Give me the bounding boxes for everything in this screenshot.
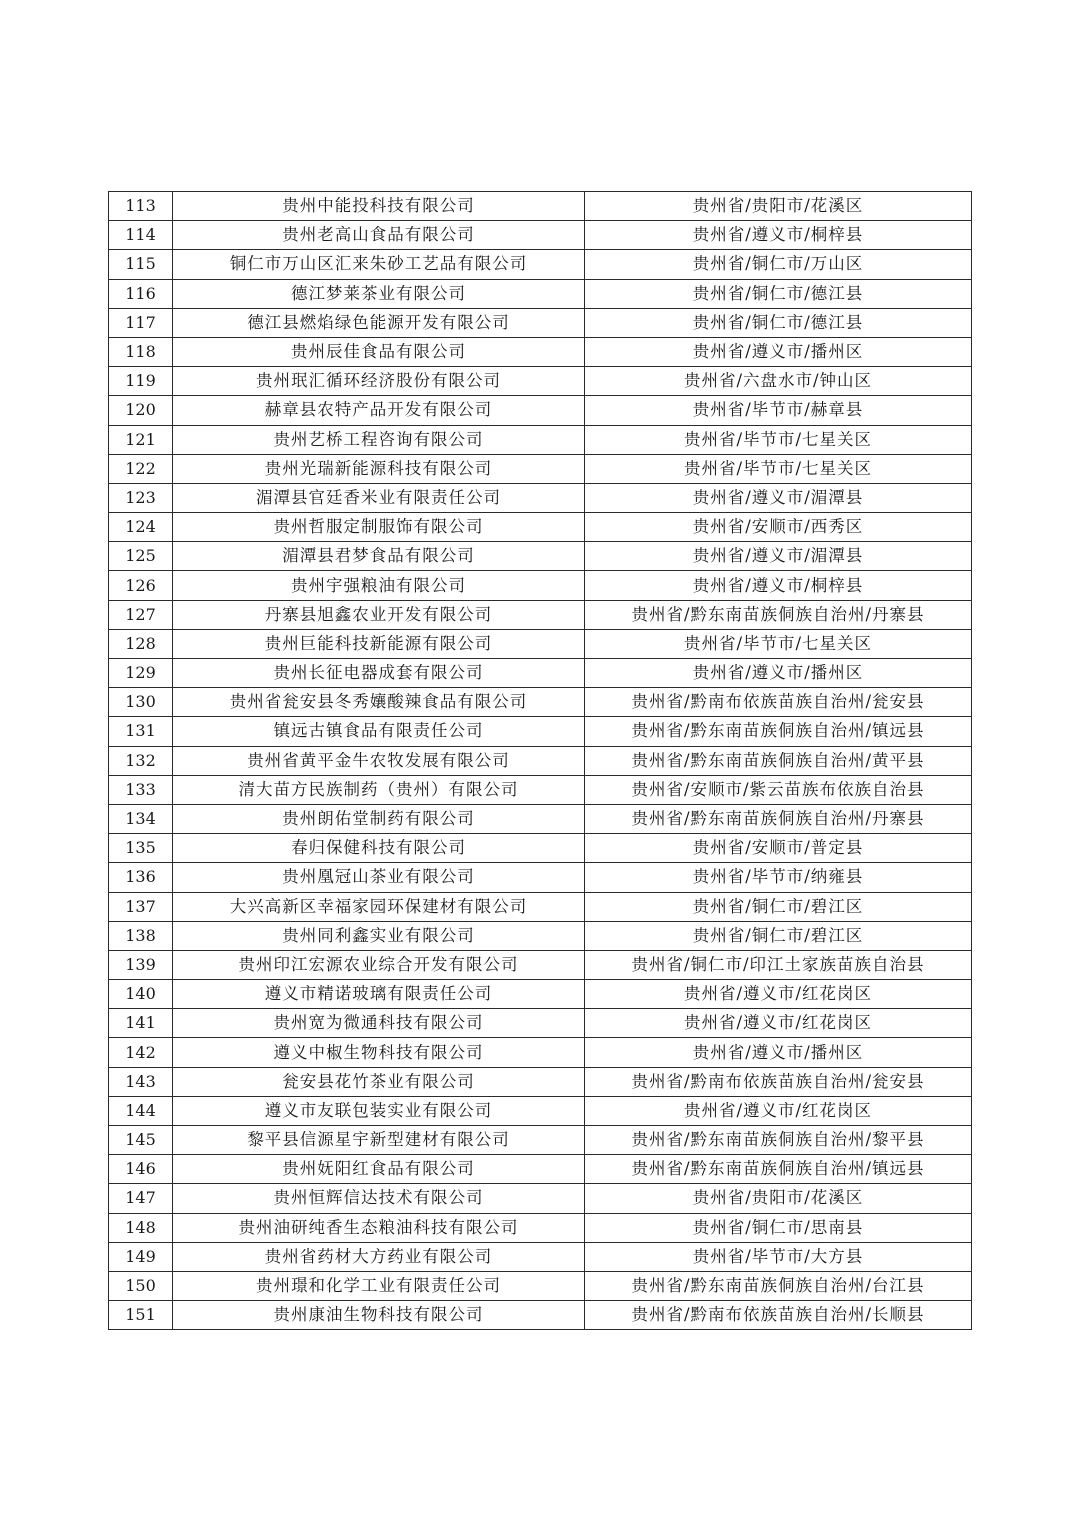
- company-location: 贵州省/黔东南苗族侗族自治州/镇远县: [585, 717, 972, 746]
- company-location: 贵州省/铜仁市/德江县: [585, 308, 972, 337]
- table-row: [109, 571, 972, 600]
- company-location: 贵州省/安顺市/西秀区: [585, 513, 972, 542]
- company-name: 贵州油研纯香生态粮油科技有限公司: [173, 1213, 585, 1242]
- row-number: 114: [109, 221, 173, 250]
- row-number: 138: [109, 921, 173, 950]
- company-location: 贵州省/铜仁市/碧江区: [585, 892, 972, 921]
- company-name: 贵州省药材大方药业有限公司: [173, 1242, 585, 1271]
- row-number: 124: [109, 513, 173, 542]
- row-number: 113: [109, 192, 173, 221]
- company-table: [108, 191, 972, 1330]
- company-location: 贵州省/毕节市/七星关区: [585, 629, 972, 658]
- table-row: [109, 1067, 972, 1096]
- company-location: 贵州省/黔东南苗族侗族自治州/台江县: [585, 1271, 972, 1300]
- table-row: [109, 1155, 972, 1184]
- table-row: [109, 892, 972, 921]
- table-row: [109, 396, 972, 425]
- company-name: 贵州辰佳食品有限公司: [173, 337, 585, 366]
- company-location: 贵州省/黔南布依族苗族自治州/长顺县: [585, 1301, 972, 1330]
- company-location: 贵州省/铜仁市/万山区: [585, 250, 972, 279]
- company-location: 贵州省/铜仁市/思南县: [585, 1213, 972, 1242]
- row-number: 115: [109, 250, 173, 279]
- table-row: [109, 950, 972, 979]
- company-name: 德江县燃焰绿色能源开发有限公司: [173, 308, 585, 337]
- table-row: [109, 834, 972, 863]
- company-name: 贵州老高山食品有限公司: [173, 221, 585, 250]
- row-number: 121: [109, 425, 173, 454]
- table-row: [109, 1242, 972, 1271]
- company-location: 贵州省/毕节市/七星关区: [585, 425, 972, 454]
- row-number: 141: [109, 1009, 173, 1038]
- company-name: 湄潭县君梦食品有限公司: [173, 542, 585, 571]
- company-name: 贵州康油生物科技有限公司: [173, 1301, 585, 1330]
- company-location: 贵州省/遵义市/红花岗区: [585, 1009, 972, 1038]
- company-name: 贵州长征电器成套有限公司: [173, 659, 585, 688]
- table-row: [109, 1301, 972, 1330]
- table-row: [109, 980, 972, 1009]
- row-number: 130: [109, 688, 173, 717]
- company-name: 贵州中能投科技有限公司: [173, 192, 585, 221]
- row-number: 140: [109, 980, 173, 1009]
- company-location: 贵州省/安顺市/紫云苗族布依族自治县: [585, 775, 972, 804]
- company-name: 贵州宽为微通科技有限公司: [173, 1009, 585, 1038]
- table-row: [109, 629, 972, 658]
- row-number: 126: [109, 571, 173, 600]
- company-name: 贵州珉汇循环经济股份有限公司: [173, 367, 585, 396]
- row-number: 125: [109, 542, 173, 571]
- company-location: 贵州省/黔东南苗族侗族自治州/丹寨县: [585, 804, 972, 833]
- table-row: [109, 1271, 972, 1300]
- company-name: 湄潭县官廷香米业有限责任公司: [173, 483, 585, 512]
- table-row: [109, 1096, 972, 1125]
- company-name: 遵义市友联包装实业有限公司: [173, 1096, 585, 1125]
- table-row: [109, 279, 972, 308]
- row-number: 137: [109, 892, 173, 921]
- company-location: 贵州省/铜仁市/德江县: [585, 279, 972, 308]
- row-number: 144: [109, 1096, 173, 1125]
- table-row: [109, 308, 972, 337]
- row-number: 132: [109, 746, 173, 775]
- row-number: 119: [109, 367, 173, 396]
- company-name: 贵州巨能科技新能源有限公司: [173, 629, 585, 658]
- row-number: 151: [109, 1301, 173, 1330]
- company-name: 贵州璟和化学工业有限责任公司: [173, 1271, 585, 1300]
- company-location: 贵州省/黔东南苗族侗族自治州/镇远县: [585, 1155, 972, 1184]
- company-name: 镇远古镇食品有限责任公司: [173, 717, 585, 746]
- company-location: 贵州省/遵义市/播州区: [585, 1038, 972, 1067]
- row-number: 134: [109, 804, 173, 833]
- row-number: 118: [109, 337, 173, 366]
- company-name: 黎平县信源星宇新型建材有限公司: [173, 1126, 585, 1155]
- table-row: [109, 600, 972, 629]
- company-name: 贵州凰冠山茶业有限公司: [173, 863, 585, 892]
- company-name: 贵州妩阳红食品有限公司: [173, 1155, 585, 1184]
- company-location: 贵州省/遵义市/湄潭县: [585, 542, 972, 571]
- company-location: 贵州省/毕节市/大方县: [585, 1242, 972, 1271]
- company-location: 贵州省/黔东南苗族侗族自治州/黄平县: [585, 746, 972, 775]
- company-location: 贵州省/遵义市/播州区: [585, 337, 972, 366]
- company-name: 贵州省瓮安县冬秀孃酸辣食品有限公司: [173, 688, 585, 717]
- row-number: 142: [109, 1038, 173, 1067]
- company-name: 赫章县农特产品开发有限公司: [173, 396, 585, 425]
- company-name: 遵义中椒生物科技有限公司: [173, 1038, 585, 1067]
- row-number: 133: [109, 775, 173, 804]
- company-name: 贵州宇强粮油有限公司: [173, 571, 585, 600]
- company-location: 贵州省/遵义市/桐梓县: [585, 221, 972, 250]
- table-row: [109, 1184, 972, 1213]
- company-name: 铜仁市万山区汇来朱砂工艺品有限公司: [173, 250, 585, 279]
- table-row: [109, 746, 972, 775]
- table-row: [109, 337, 972, 366]
- company-location: 贵州省/遵义市/播州区: [585, 659, 972, 688]
- company-name: 贵州哲服定制服饰有限公司: [173, 513, 585, 542]
- company-location: 贵州省/铜仁市/印江土家族苗族自治县: [585, 950, 972, 979]
- company-name: 德江梦莱茶业有限公司: [173, 279, 585, 308]
- row-number: 135: [109, 834, 173, 863]
- company-location: 贵州省/遵义市/桐梓县: [585, 571, 972, 600]
- company-location: 贵州省/遵义市/湄潭县: [585, 483, 972, 512]
- table-row: [109, 454, 972, 483]
- row-number: 145: [109, 1126, 173, 1155]
- row-number: 117: [109, 308, 173, 337]
- company-location: 贵州省/铜仁市/碧江区: [585, 921, 972, 950]
- row-number: 116: [109, 279, 173, 308]
- table-row: [109, 688, 972, 717]
- company-name: 丹寨县旭鑫农业开发有限公司: [173, 600, 585, 629]
- company-location: 贵州省/黔南布依族苗族自治州/瓮安县: [585, 1067, 972, 1096]
- company-name: 贵州艺桥工程咨询有限公司: [173, 425, 585, 454]
- table-row: [109, 863, 972, 892]
- row-number: 150: [109, 1271, 173, 1300]
- row-number: 127: [109, 600, 173, 629]
- row-number: 131: [109, 717, 173, 746]
- company-location: 贵州省/贵阳市/花溪区: [585, 1184, 972, 1213]
- company-location: 贵州省/毕节市/纳雍县: [585, 863, 972, 892]
- table-row: [109, 804, 972, 833]
- company-location: 贵州省/六盘水市/钟山区: [585, 367, 972, 396]
- table-row: [109, 1213, 972, 1242]
- row-number: 136: [109, 863, 173, 892]
- table-row: [109, 1009, 972, 1038]
- company-location: 贵州省/黔南布依族苗族自治州/瓮安县: [585, 688, 972, 717]
- company-name: 贵州光瑞新能源科技有限公司: [173, 454, 585, 483]
- company-location: 贵州省/黔东南苗族侗族自治州/黎平县: [585, 1126, 972, 1155]
- row-number: 139: [109, 950, 173, 979]
- row-number: 146: [109, 1155, 173, 1184]
- table-row: [109, 221, 972, 250]
- company-name: 贵州同利鑫实业有限公司: [173, 921, 585, 950]
- company-name: 贵州省黄平金牛农牧发展有限公司: [173, 746, 585, 775]
- company-location: 贵州省/安顺市/普定县: [585, 834, 972, 863]
- row-number: 143: [109, 1067, 173, 1096]
- table-row: [109, 1038, 972, 1067]
- table-row: [109, 513, 972, 542]
- table-row: [109, 250, 972, 279]
- table-row: [109, 425, 972, 454]
- company-location: 贵州省/遵义市/红花岗区: [585, 980, 972, 1009]
- table-row: [109, 192, 972, 221]
- company-location: 贵州省/毕节市/赫章县: [585, 396, 972, 425]
- row-number: 129: [109, 659, 173, 688]
- table-row: [109, 542, 972, 571]
- row-number: 149: [109, 1242, 173, 1271]
- table-row: [109, 775, 972, 804]
- row-number: 147: [109, 1184, 173, 1213]
- company-name: 春归保健科技有限公司: [173, 834, 585, 863]
- company-location: 贵州省/黔东南苗族侗族自治州/丹寨县: [585, 600, 972, 629]
- company-name: 贵州印江宏源农业综合开发有限公司: [173, 950, 585, 979]
- row-number: 123: [109, 483, 173, 512]
- company-name: 贵州朗佑堂制药有限公司: [173, 804, 585, 833]
- table-row: [109, 717, 972, 746]
- row-number: 122: [109, 454, 173, 483]
- company-name: 贵州恒辉信达技术有限公司: [173, 1184, 585, 1213]
- company-name: 遵义市精诺玻璃有限责任公司: [173, 980, 585, 1009]
- table-row: [109, 659, 972, 688]
- company-name: 大兴高新区幸福家园环保建材有限公司: [173, 892, 585, 921]
- company-name: 瓮安县花竹茶业有限公司: [173, 1067, 585, 1096]
- row-number: 120: [109, 396, 173, 425]
- row-number: 148: [109, 1213, 173, 1242]
- company-location: 贵州省/遵义市/红花岗区: [585, 1096, 972, 1125]
- table-row: [109, 483, 972, 512]
- row-number: 128: [109, 629, 173, 658]
- table-row: [109, 921, 972, 950]
- company-table-body: [109, 192, 972, 1330]
- company-name: 清大苗方民族制药（贵州）有限公司: [173, 775, 585, 804]
- company-location: 贵州省/贵阳市/花溪区: [585, 192, 972, 221]
- table-row: [109, 367, 972, 396]
- table-row: [109, 1126, 972, 1155]
- company-location: 贵州省/毕节市/七星关区: [585, 454, 972, 483]
